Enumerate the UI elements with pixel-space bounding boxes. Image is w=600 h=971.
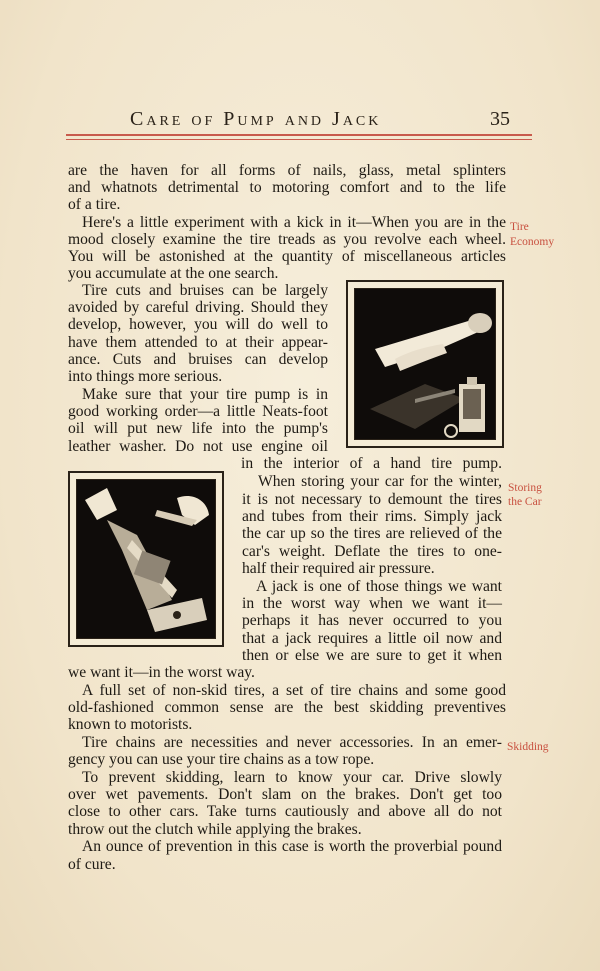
text-line: it is not necessary to demount the tires bbox=[242, 491, 502, 508]
text-line: that a jack requires a little oil now and bbox=[242, 630, 502, 647]
header-rule-thin bbox=[66, 139, 532, 140]
margin-note-the-car: the Car bbox=[508, 496, 542, 508]
text-line: you accumulate at the one search. bbox=[68, 265, 279, 282]
text-line: develop, however, you will do well to bbox=[68, 316, 328, 333]
text-line: are the haven for all forms of nails, glass, metal splinters bbox=[68, 162, 506, 179]
text-line: then or else we are sure to get it when bbox=[242, 647, 502, 664]
text-line: avoided by careful driving. Should they bbox=[68, 299, 328, 316]
text-line: mood closely examine the tire treads as you revolve each wheel. bbox=[68, 231, 506, 248]
text-line: perhaps it has never occurred to you bbox=[242, 612, 502, 629]
text-line: throw out the clutch while applying the brakes. bbox=[68, 821, 362, 838]
text-line: and whatnots detrimental to motoring comfort and to the life bbox=[68, 179, 506, 196]
text-line: oil will put new life into the pump's bbox=[68, 420, 328, 437]
text-line: Here's a little experiment with a kick in it—When you are in the bbox=[82, 214, 506, 231]
text-line: leather washer. Do not use engine oil bbox=[68, 438, 328, 455]
text-line: of a tire. bbox=[68, 196, 121, 213]
text-line: over wet pavements. Don't slam on the brakes. Don't get too bbox=[68, 786, 502, 803]
text-line: have them attended to at their appear- bbox=[68, 334, 328, 351]
text-line: of cure. bbox=[68, 856, 116, 873]
text-line: we want it—in the worst way. bbox=[68, 664, 255, 681]
running-header bbox=[130, 108, 520, 134]
text-line: car's weight. Deflate the tires to one- bbox=[242, 543, 502, 560]
text-line: An ounce of prevention in this case is worth the proverbial pound bbox=[82, 838, 502, 855]
header-rule-thick bbox=[66, 134, 532, 136]
text-line: You will be astonished at the quantity of miscellaneous articles bbox=[68, 248, 506, 265]
text-line: close to other cars. Take turns cautiously and above all do not bbox=[68, 803, 502, 820]
jack-oiling-illustration bbox=[68, 471, 224, 647]
oil-can-pump-icon bbox=[355, 289, 496, 440]
margin-note-storing: Storing bbox=[508, 482, 542, 494]
page-title: Care of Pump and Jack bbox=[130, 108, 382, 130]
margin-note-economy: Economy bbox=[510, 236, 555, 248]
text-line: Tire chains are necessities and never accessories. In an emer- bbox=[82, 734, 502, 751]
text-line: When storing your car for the winter, bbox=[258, 473, 502, 490]
text-line: A jack is one of those things we want bbox=[256, 578, 502, 595]
text-line: good working order—a little Neats-foot bbox=[68, 403, 328, 420]
text-line: A full set of non-skid tires, a set of tire chains and some good bbox=[82, 682, 506, 699]
text-line: in the interior of a hand tire pump. bbox=[241, 455, 502, 472]
text-line: To prevent skidding, learn to know your car. Drive slowly bbox=[82, 769, 502, 786]
text-line: into things more serious. bbox=[68, 368, 223, 385]
oil-can-pump-illustration bbox=[346, 280, 504, 448]
text-line: in the worst way when we want it— bbox=[242, 595, 502, 612]
text-line: gency you can use your tire chains as a tow rope. bbox=[68, 751, 375, 768]
text-line: old-fashioned common sense are the best skidding preventives bbox=[68, 699, 506, 716]
jack-oiling-icon bbox=[77, 480, 216, 639]
text-line: and tubes from their rims. Simply jack bbox=[242, 508, 502, 525]
text-line: half their required air pressure. bbox=[242, 560, 435, 577]
text-line: known to motorists. bbox=[68, 716, 193, 733]
text-line: ance. Cuts and bruises can develop bbox=[68, 351, 328, 368]
margin-note-tire: Tire bbox=[510, 221, 529, 233]
text-line: Tire cuts and bruises can be largely bbox=[82, 282, 328, 299]
text-line: Make sure that your tire pump is in bbox=[82, 386, 328, 403]
page-number: 35 bbox=[490, 108, 510, 130]
text-line: the car up so the tires are relieved of the bbox=[242, 525, 502, 542]
margin-note-skidding: Skidding bbox=[507, 741, 549, 753]
